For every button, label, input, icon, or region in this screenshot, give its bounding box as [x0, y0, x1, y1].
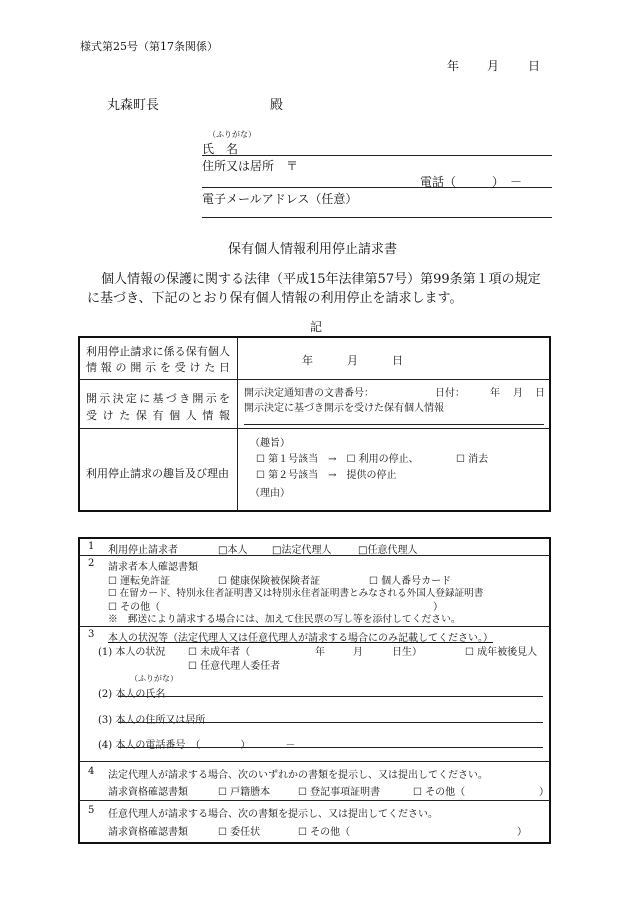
s3-birth-month: 月 [353, 647, 363, 658]
applicant-address-line[interactable] [202, 187, 552, 188]
s1-label: 利用停止請求者 [108, 545, 178, 556]
row2-year: 年 [490, 388, 500, 399]
applicant-furigana: （ふりがな） [208, 130, 256, 139]
row3-shushi: （趣旨） [250, 438, 290, 449]
section-line [79, 761, 550, 762]
applicant-email-line[interactable] [202, 217, 552, 218]
s3-address-line[interactable] [118, 722, 543, 723]
s3-phone-label: (4) 本人の電話番号 （ ） － [98, 740, 296, 751]
s5-text: 任意代理人が請求する場合、次の書類を提示し、又は提出してください。 [108, 809, 438, 820]
s2-drivers-license[interactable]: ☐ 運転免許証 [108, 576, 171, 587]
row2-month: 月 [513, 388, 523, 399]
table-row-line [79, 379, 550, 380]
s3-name-label: (2) 本人の氏名 [98, 689, 166, 700]
s3-name-line[interactable] [118, 696, 543, 697]
row2-day: 日 [535, 388, 545, 399]
row3-option2[interactable]: ☐ 第２号該当 → 提供の停止 [256, 470, 397, 481]
s4-registry-cert[interactable]: ☐ 登記事項証明書 [298, 787, 381, 798]
row2-label-line1: 開示決定に基づき開示を [86, 392, 230, 405]
s4-docs-label: 請求資格確認書類 [108, 787, 188, 798]
addressee: 丸森町長 [107, 98, 160, 113]
s1-voluntary-agent-checkbox[interactable]: □任意代理人 [358, 545, 418, 556]
document-title: 保有個人情報利用停止請求書 [228, 242, 398, 257]
date-year-label: 年 [447, 59, 460, 73]
s1-number: 1 [88, 541, 95, 552]
s3-adult-guardian-checkbox[interactable]: ☐ 成年被後見人 [465, 647, 538, 658]
table-row-line [79, 428, 550, 429]
s3-phone-line[interactable] [118, 747, 543, 748]
intro-line-2: に基づき、下記のとおり保有個人情報の利用停止を請求します。 [87, 291, 463, 306]
s2-residence-card[interactable]: ☐ 在留カード、特別永住者証明書又は特別永住者証明書とみなされる外国人登録証明書 [108, 588, 484, 599]
s3-delegator-checkbox[interactable]: ☐ 任意代理人委任者 [188, 661, 281, 672]
row3-option1-erase[interactable]: ☐ 消去 [456, 454, 489, 465]
applicant-email-label: 電子メールアドレス（任意） [202, 192, 358, 206]
section-line [79, 626, 550, 627]
s3-minor-checkbox[interactable]: ☐ 未成年者（ [188, 647, 251, 658]
form-number: 様式第25号（第17条関係） [80, 40, 218, 53]
row1-month: 月 [347, 354, 358, 367]
applicant-name-line[interactable] [202, 155, 552, 156]
row2-info-line[interactable] [244, 424, 544, 425]
applicant-phone-label: 電話（ ） － [420, 175, 523, 189]
s4-other-close: ） [539, 787, 549, 798]
s4-text: 法定代理人が請求する場合、次のいずれかの書類を提示し、又は提出してください。 [108, 770, 488, 781]
s5-other[interactable]: ☐ その他（ [298, 827, 351, 838]
s2-other[interactable]: ☐ その他（ [108, 602, 161, 613]
row1-year: 年 [302, 354, 313, 367]
s5-number: 5 [88, 805, 95, 816]
s3-status-label: (1) 本人の状況 [98, 647, 166, 658]
s1-self-checkbox[interactable]: □本人 [218, 545, 248, 556]
s4-other[interactable]: ☐ その他（ [413, 787, 466, 798]
ki-heading: 記 [310, 320, 323, 334]
s1-legal-agent-checkbox[interactable]: □法定代理人 [272, 545, 332, 556]
applicant-name-label: 氏 名 [202, 142, 239, 156]
date-month-label: 月 [487, 59, 500, 73]
row2-label-line2: 受けた保有個人情報 [86, 409, 230, 422]
s3-birth-day: 日生） [392, 647, 422, 658]
s2-insurance-card[interactable]: ☐ 健康保険被保険者証 [218, 576, 321, 587]
s2-number: 2 [88, 558, 95, 569]
table-divider [237, 337, 238, 511]
s3-address-label: (3) 本人の住所又は居所 [98, 715, 206, 726]
s5-power-of-attorney[interactable]: ☐ 委任状 [218, 827, 261, 838]
row2-doc-number: 開示決定通知書の文書番号： [244, 388, 374, 399]
s5-other-close: ） [517, 827, 527, 838]
s2-label: 請求者本人確認書類 [108, 562, 198, 573]
row3-riyu: （理由） [250, 488, 290, 499]
row3-label: 利用停止請求の趣旨及び理由 [86, 467, 229, 480]
intro-line-1: 個人情報の保護に関する法律（平成15年法律第57号）第99条第１項の規定 [101, 272, 541, 287]
row1-label-line2: 情報の開示を受けた日 [86, 361, 230, 374]
row1-day: 日 [392, 354, 403, 367]
s2-note: ※ 郵送により請求する場合には、加えて住民票の写し等を添付してください。 [108, 614, 461, 625]
s2-mynumber-card[interactable]: ☐ 個人番号カード [369, 576, 452, 587]
s3-birth-year: 年 [315, 647, 325, 658]
s5-docs-label: 請求資格確認書類 [108, 827, 188, 838]
s4-family-register[interactable]: ☐ 戸籍謄本 [218, 787, 271, 798]
row2-info: 開示決定に基づき開示を受けた保有個人情報 [244, 403, 444, 414]
section-line [79, 800, 550, 801]
applicant-address-label: 住所又は居所 〒 [202, 159, 299, 173]
s3-label: 本人の状況等（法定代理人又は任意代理人が請求する場合にのみ記載してください。） [108, 633, 493, 644]
s3-number: 3 [88, 629, 95, 640]
row3-option1[interactable]: ☐ 第１号該当 → ☐ 利用の停止、 [256, 454, 419, 465]
date-day-label: 日 [528, 59, 541, 73]
row1-label-line1: 利用停止請求に係る保有個人 [86, 345, 230, 358]
s4-number: 4 [88, 766, 95, 777]
s2-other-close: ） [433, 602, 443, 613]
s3-furigana: （ふりがな） [130, 674, 178, 683]
row2-date-label: 日付： [435, 388, 465, 399]
addressee-honorific: 殿 [270, 98, 284, 113]
